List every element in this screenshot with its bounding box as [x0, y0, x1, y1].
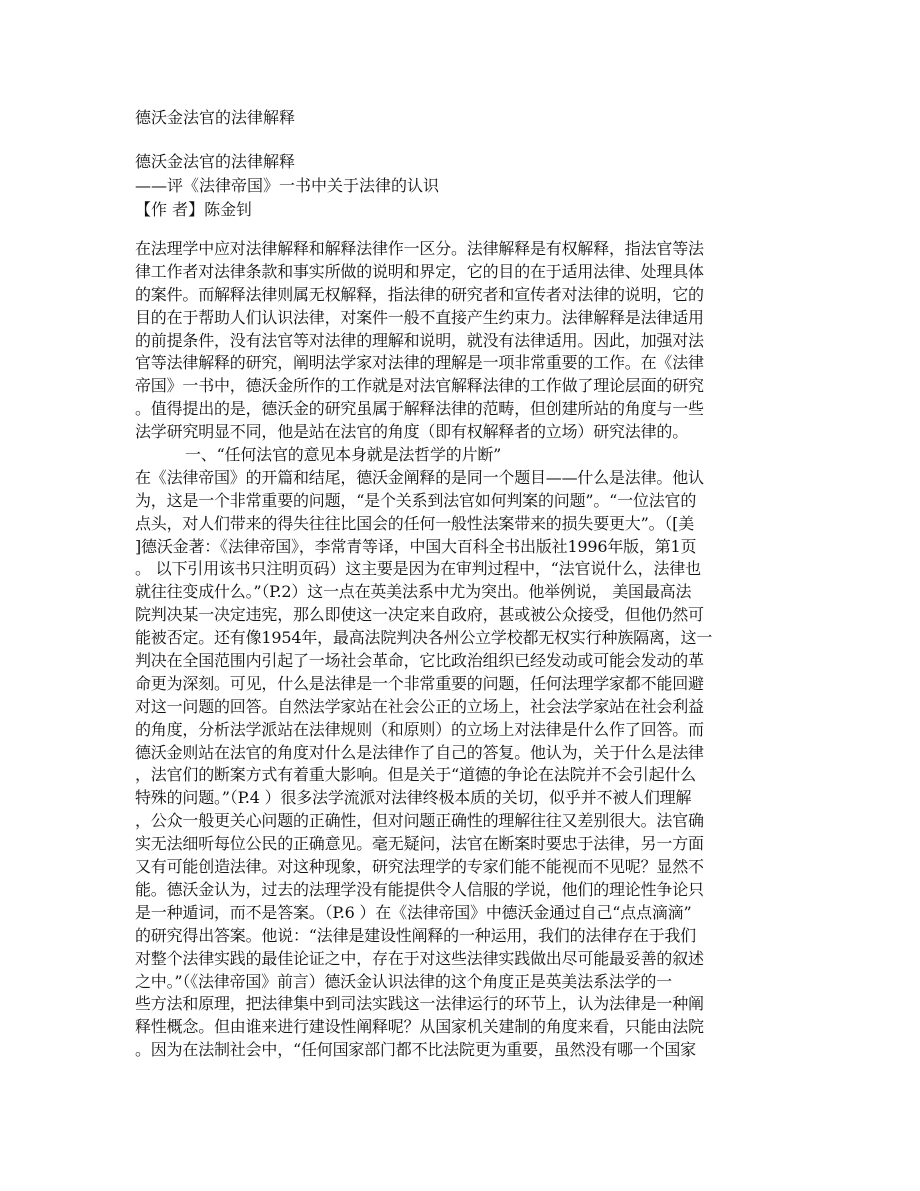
author-line: 【作 者】陈金钊: [135, 200, 253, 219]
article-body: [135, 238, 787, 1062]
paragraph-line: 院判决某一决定违宪，那么即使这一决定来自政府，甚或被公众接受，但他仍然可: [135, 605, 704, 625]
paragraph-line: 之中。”（《法律帝国》前言）德沃金认识法律的这个角度正是英美法系法学的一: [135, 971, 672, 991]
paragraph-line: 在法理学中应对法律解释和解释法律作一区分。法律解释是有权解释，指法官等法: [135, 239, 704, 258]
article-header: [135, 150, 439, 222]
paragraph-line: 目的在于帮助人们认识法律，对案件一般不直接产生约束力。法律解释是法律适用: [135, 307, 704, 327]
paragraph-line: 点头，对人们带来的得失往往比国会的任何一般性法案带来的损失要更大”。（[美: [135, 513, 695, 533]
article-title: 德沃金法官的法律解释: [135, 152, 296, 171]
paragraph-line: 为，这是一个非常重要的问题，“是个关系到法官如何判案的问题”。“一位法官的: [135, 490, 697, 510]
paragraph-line: 帝国》一书中，德沃金所作的工作就是对法官解释法律的工作做了理论层面的研究: [135, 376, 704, 396]
paragraph-line: ，公众一般更关心问题的正确性，但对问题正确性的理解往往又差别很大。法官确: [135, 811, 704, 831]
paragraph-line: 法学研究明显不同，他是站在法官的角度（即有权解释者的立场）研究法律的。: [135, 422, 689, 442]
paragraph-line: 就往往变成什么。”（P.2）这一点在英美法系中尤为突出。他举例说， 美国最高法: [135, 582, 692, 602]
section-heading: 一、“任何法官的意见本身就是法哲学的片断”: [185, 445, 502, 465]
paragraph-line: 的角度，分析法学派站在法律规则（和原则）的立场上对法律是什么作了回答。而: [135, 719, 704, 739]
paragraph-line: 律工作者对法律条款和事实所做的说明和界定，它的目的在于适用法律、处理具体: [135, 261, 704, 281]
document-title: 德沃金法官的法律解释: [135, 108, 296, 127]
paragraph-line: 。值得提出的是，德沃金的研究虽属于解释法律的范畴，但创建所站的角度与一些: [135, 399, 704, 419]
paragraph-line: 的前提条件，没有法官等对法律的理解和说明，就没有法律适用。因此，加强对法: [135, 330, 704, 350]
paragraph-line: 实无法细听每位公民的正确意见。毫无疑问，法官在断案时要忠于法律，另一方面: [135, 834, 704, 854]
paragraph-line: 是一种遁词，而不是答案。（P.6 ）在《法律帝国》中德沃金通过自己“点点滴滴”: [135, 902, 692, 922]
paragraph-line: 些方法和原理，把法律集中到司法实践这一法律运行的环节上，认为法律是一种阐: [135, 994, 704, 1014]
paragraph-line: 对整个法律实践的最佳论证之中，存在于对这些法律实践做出尽可能最妥善的叙述: [135, 948, 704, 968]
paragraph-line: 德沃金则站在法官的角度对什么是法律作了自己的答复。他认为，关于什么是法律: [135, 742, 704, 762]
paragraph-line: 能被否定。还有像1954年，最高法院判决各州公立学校都无权实行种族隔离，这一: [135, 628, 713, 648]
paragraph-line: 判决在全国范围内引起了一场社会革命，它比政治组织已经发动或可能会发动的革: [135, 651, 704, 671]
paragraph-line: 能。德沃金认为，过去的法理学没有能提供令人信服的学说，他们的理论性争论只: [135, 879, 704, 899]
paragraph-line: 特殊的问题。”（P.4 ）很多法学流派对法律终极本质的关切，似乎并不被人们理解: [135, 788, 692, 808]
paragraph-line: 在《法律帝国》的开篇和结尾，德沃金阐释的是同一个题目——什么是法律。他认: [135, 467, 704, 487]
paragraph-line: 的案件。而解释法律则属无权解释，指法律的研究者和宣传者对法律的说明，它的: [135, 284, 704, 304]
paragraph-line: 又有可能创造法律。对这种现象，研究法理学的专家们能不能视而不见呢？显然不: [135, 857, 704, 877]
paragraph-line: 官等法律解释的研究，阐明法学家对法律的理解是一项非常重要的工作。在《法律: [135, 353, 704, 373]
paragraph-line: ，法官们的断案方式有着重大影响。但是关于“道德的争论在法院并不会引起什么: [135, 765, 696, 785]
paragraph-line: ]德沃金著：《法律帝国》，李常青等译，中国大百科全书出版社1996年版，第1页: [135, 536, 697, 556]
paragraph-line: 的研究得出答案。他说：“法律是建设性阐释的一种运用，我们的法律存在于我们: [135, 925, 696, 945]
paragraph-line: 对这一问题的回答。自然法学家站在社会公正的立场上，社会法学家站在社会利益: [135, 696, 704, 716]
article-subtitle: ——评《法律帝国》一书中关于法律的认识: [135, 176, 440, 195]
paragraph-line: 。 以下引用该书只注明页码）这主要是因为在审判过程中，“法官说什么，法律也: [135, 559, 701, 579]
paragraph-line: 释性概念。但由谁来进行建设性阐释呢？从国家机关建制的角度来看，只能由法院: [135, 1017, 704, 1037]
paragraph-line: 。因为在法制社会中，“任何国家部门都不比法院更为重要，虽然没有哪一个国家: [135, 1040, 696, 1060]
paragraph-line: 命更为深刻。可见，什么是法律是一个非常重要的问题，任何法理学家都不能回避: [135, 673, 704, 693]
